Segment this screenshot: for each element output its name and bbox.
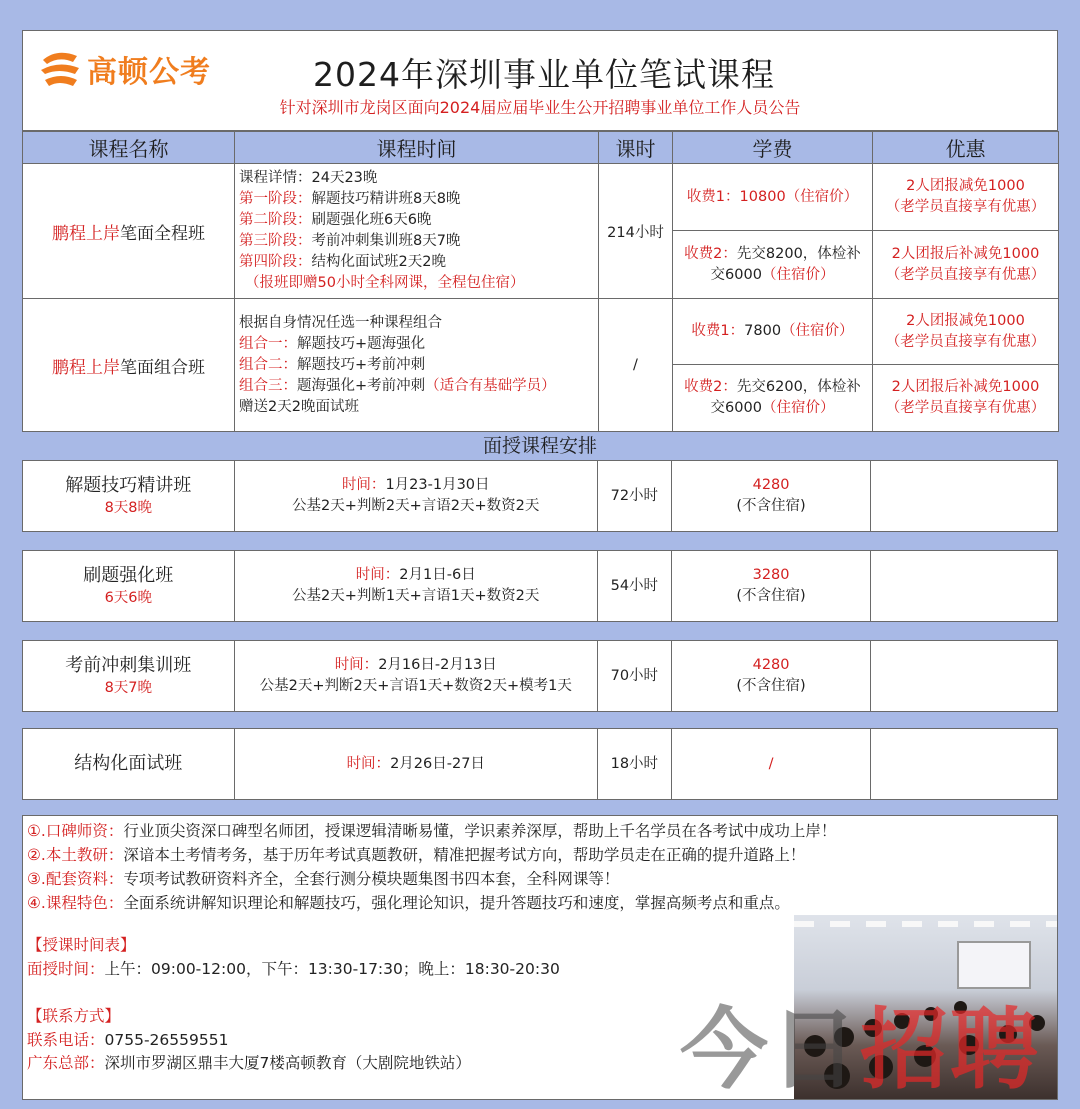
class-schedule-line: 面授时间：上午：09:00-12:00，下午：13:30-17:30；晚上：18:30-20:30 xyxy=(27,960,560,978)
feature-list xyxy=(27,819,836,915)
combo-course-name: 鹏程上岸笔面组合班 xyxy=(23,299,235,432)
schedule-discount-cell xyxy=(871,641,1057,711)
list-item: ③.配套资料：专项考试教研资料齐全，全套行测分模块题集图书四本套，全科网课等！ xyxy=(27,870,620,888)
page-title: 2024年深圳事业单位笔试课程 xyxy=(313,55,775,94)
list-item: ④.课程特色：全面系统讲解知识理论和解题技巧，强化理论知识，提升答题技巧和速度，掌握高频考点和重点。 xyxy=(27,894,790,912)
brand-name: 高顿公考 xyxy=(87,55,211,90)
schedule-hours: 54小时 xyxy=(598,551,672,621)
section-title: 面授课程安排 xyxy=(482,435,597,457)
watermark: 今日招聘 xyxy=(680,998,1041,1101)
full-course-hours: 214小时 xyxy=(599,164,673,299)
table-row xyxy=(23,164,1059,231)
schedule-discount-cell xyxy=(871,461,1057,531)
list-item: 组合三：题海强化+考前冲刺（适合有基础学员） xyxy=(239,377,556,394)
header-banner xyxy=(22,30,1058,131)
schedule-name-cell: 结构化面试班 xyxy=(23,729,235,799)
schedule-discount-cell xyxy=(871,729,1057,799)
combo-course-perk1: 2人团报减免1000 （老学员直接享有优惠） xyxy=(873,299,1059,365)
schedule-fee-cell: 4280 (不含住宿) xyxy=(672,641,872,711)
schedule-time-cell: 时间：2月1日-6日 公基2天+判断1天+言语1天+数资2天 xyxy=(235,551,598,621)
full-course-perk2: 2人团报后补减免1000 （老学员直接享有优惠） xyxy=(873,231,1059,299)
schedule-name-cell: 刷题强化班 6天6晚 xyxy=(23,551,235,621)
contact-phone: 联系电话：0755-26559551 xyxy=(27,1031,229,1049)
class-schedule-heading: 【授课时间表】 xyxy=(27,936,136,954)
header-hours: 课时 xyxy=(599,132,673,164)
schedule-hours: 70小时 xyxy=(598,641,672,711)
schedule-fee-cell: 4280 (不含住宿) xyxy=(672,461,872,531)
schedule-row xyxy=(22,728,1058,800)
projector-screen xyxy=(957,941,1031,989)
schedule-time-cell: 时间：2月16日-2月13日 公基2天+判断2天+言语1天+数资2天+模考1天 xyxy=(235,641,598,711)
schedule-row xyxy=(22,550,1058,622)
full-course-name: 鹏程上岸笔面全程班 xyxy=(23,164,235,299)
table-header-row xyxy=(23,132,1059,164)
header-course-name: 课程名称 xyxy=(23,132,235,164)
full-course-detail: 课程详情：24天23晚 第一阶段：解题技巧精讲班8天8晚 第二阶段：刷题强化班6天6晚 第三阶段：考前冲刺集训班8天7晚 第四阶段：结构化面试班2天2晚 （报班即赠50小时全科网课，全程包住宿） xyxy=(235,164,599,299)
combo-course-hours: / xyxy=(599,299,673,432)
list-item: 组合二：解题技巧+考前冲刺 xyxy=(239,356,426,373)
schedule-name-cell: 考前冲刺集训班 8天7晚 xyxy=(23,641,235,711)
combo-course-fee1: 收费1：7800（住宿价） xyxy=(673,299,873,365)
brand-logo xyxy=(37,45,211,93)
list-item: 第一阶段：解题技巧精讲班8天8晚 xyxy=(239,191,461,207)
list-item: 第三阶段：考前冲刺集训班8天7晚 xyxy=(239,233,461,249)
course-table xyxy=(22,131,1059,432)
schedule-fee-cell: / xyxy=(672,729,872,799)
header-fee: 学费 xyxy=(673,132,873,164)
brand-logo-icon xyxy=(37,46,83,92)
schedule-time-cell: 时间：2月26日-27日 xyxy=(235,729,598,799)
page-subtitle: 针对深圳市龙岗区面向2024届应届毕业生公开招聘事业单位工作人员公告 xyxy=(279,98,801,117)
schedule-discount-cell xyxy=(871,551,1057,621)
schedule-hours: 18小时 xyxy=(598,729,672,799)
full-course-fee2: 收费2：先交8200，体检补 交6000（住宿价） xyxy=(673,231,873,299)
list-item: ②.本土教研：深谙本土考情考务，基于历年考试真题教研，精准把握考试方向，帮助学员走在正确的提升道路上！ xyxy=(27,846,806,864)
header-course-time: 课程时间 xyxy=(235,132,599,164)
combo-course-perk2: 2人团报后补减免1000 （老学员直接享有优惠） xyxy=(873,365,1059,432)
full-course-perk1: 2人团报减免1000 （老学员直接享有优惠） xyxy=(873,164,1059,231)
list-item: 第二阶段：刷题强化班6天6晚 xyxy=(239,212,432,228)
schedule-row xyxy=(22,640,1058,712)
full-course-fee1: 收费1：10800（住宿价） xyxy=(673,164,873,231)
list-item: 组合一：解题技巧+题海强化 xyxy=(239,335,426,352)
contact-address: 广东总部：深圳市罗湖区鼎丰大厦7楼高顿教育（大剧院地铁站） xyxy=(27,1054,471,1072)
schedule-hours: 72小时 xyxy=(598,461,672,531)
combo-course-fee2: 收费2：先交6200，体检补 交6000（住宿价） xyxy=(673,365,873,432)
schedule-row xyxy=(22,460,1058,532)
list-item: ①.口碑师资：行业顶尖资深口碑型名师团，授课逻辑清晰易懂，学识素养深厚，帮助上千名学员在各考试中成功上岸！ xyxy=(27,822,837,840)
list-item: 第四阶段：结构化面试班2天2晚 xyxy=(239,254,446,270)
header-discount: 优惠 xyxy=(873,132,1059,164)
schedule-name-cell: 解题技巧精讲班 8天8晚 xyxy=(23,461,235,531)
schedule-time-cell: 时间：1月23-1月30日 公基2天+判断2天+言语2天+数资2天 xyxy=(235,461,598,531)
schedule-fee-cell: 3280 (不含住宿) xyxy=(672,551,872,621)
combo-course-detail: 根据自身情况任选一种课程组合 组合一：解题技巧+题海强化 组合二：解题技巧+考前冲刺 组合三：题海强化+考前冲刺（适合有基础学员） 赠送2天2晚面试班 xyxy=(235,299,599,432)
table-row xyxy=(23,299,1059,365)
contact-heading: 【联系方式】 xyxy=(27,1007,121,1025)
